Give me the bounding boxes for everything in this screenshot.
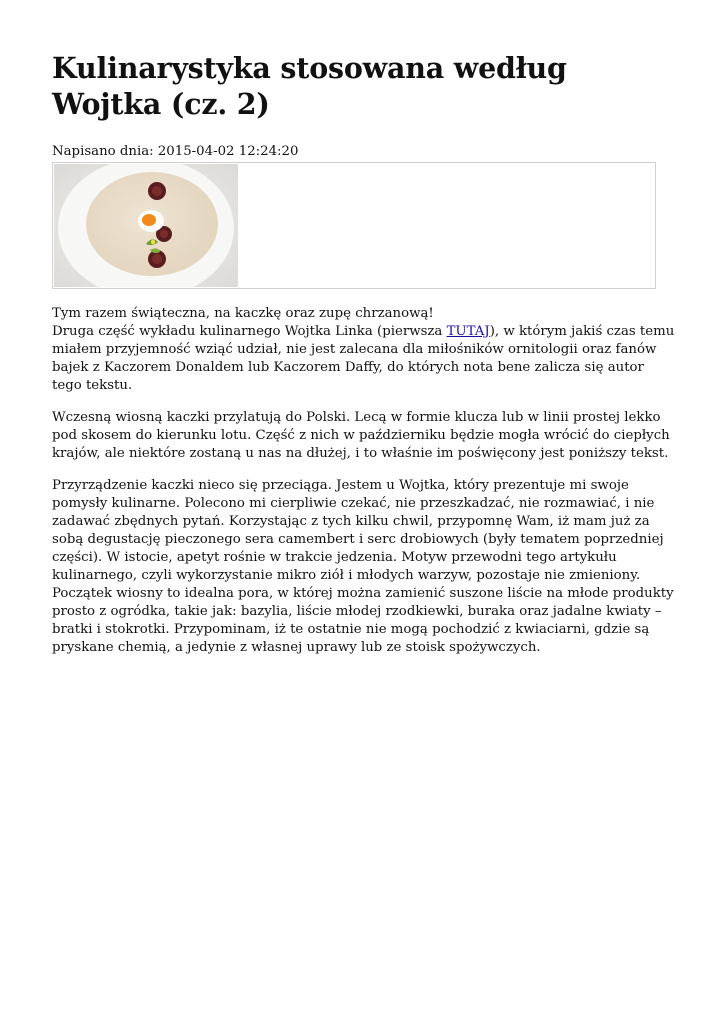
article-body <box>52 305 677 657</box>
post-date: Napisano dnia: 2015-04-02 12:24:20 <box>52 144 299 159</box>
intro-line: Tym razem świąteczna, na kaczkę oraz zupę chrzanową! <box>52 306 434 321</box>
article <box>52 50 677 671</box>
previous-part-link[interactable]: TUTAJ <box>446 324 490 339</box>
article-title: Kulinarystyka stosowana według Wojtka (cz. 2) <box>52 51 567 121</box>
paragraph-2: Wczesną wiosną kaczki przylatują do Polski. Lecą w formie klucza lub w linii prostej lekko pod skosem do kierunku lotu. Część z nich w październiku będzie mogła wrócić do ciepłych krajów, ale niektóre zostaną u nas na dłużej, i to właśnie im poświęcony jest poniższy tekst. <box>52 410 670 461</box>
soup-photo <box>54 164 238 287</box>
intro-text-after-link: ), w którym jakiś czas temu miałem przyjemność wziąć udział, nie jest zalecana dla miłośników ornitologii oraz fanów bajek z Kaczorem Donaldem lub Kaczorem Daffy, do których nota bene zalicza się autor tego tekstu. <box>52 324 675 393</box>
paragraph-intro <box>52 305 677 395</box>
article-image-frame <box>52 162 656 289</box>
paragraph-3: Przyrządzenie kaczki nieco się przeciąga. Jestem u Wojtka, który prezentuje mi swoje pomysły kulinarne. Polecono mi cierpliwie czekać, nie przeszkadzać, nie rozmawiać, i nie zadawać zbędnych pytań. Korzystając z tych kilku chwil, przypomnę Wam, iż mam już za sobą degustację pieczonego sera camembert i serc drobiowych (były tematem poprzedniej części). W istocie, apetyt rośnie w trakcie jedzenia. Motyw przewodni tego artykułu kulinarnego, czyli wykorzystanie mikro ziół i młodych warzyw, pozostaje nie zmieniony. Początek wiosny to idealna pora, w której można zamienić suszone liście na młode produkty prosto z ogródka, takie jak: bazylia, liście młodej rzodkiewki, buraka oraz jadalne kwiaty – bratki i stokrotki. Przypominam, iż te ostatnie nie mogą pochodzić z kwiaciarni, gdzie są pryskane chemią, a jedynie z własnej uprawy lub ze stoisk spożywczych. <box>52 478 674 655</box>
intro-text-before-link: Druga część wykładu kulinarnego Wojtka Linka (pierwsza <box>52 324 447 339</box>
